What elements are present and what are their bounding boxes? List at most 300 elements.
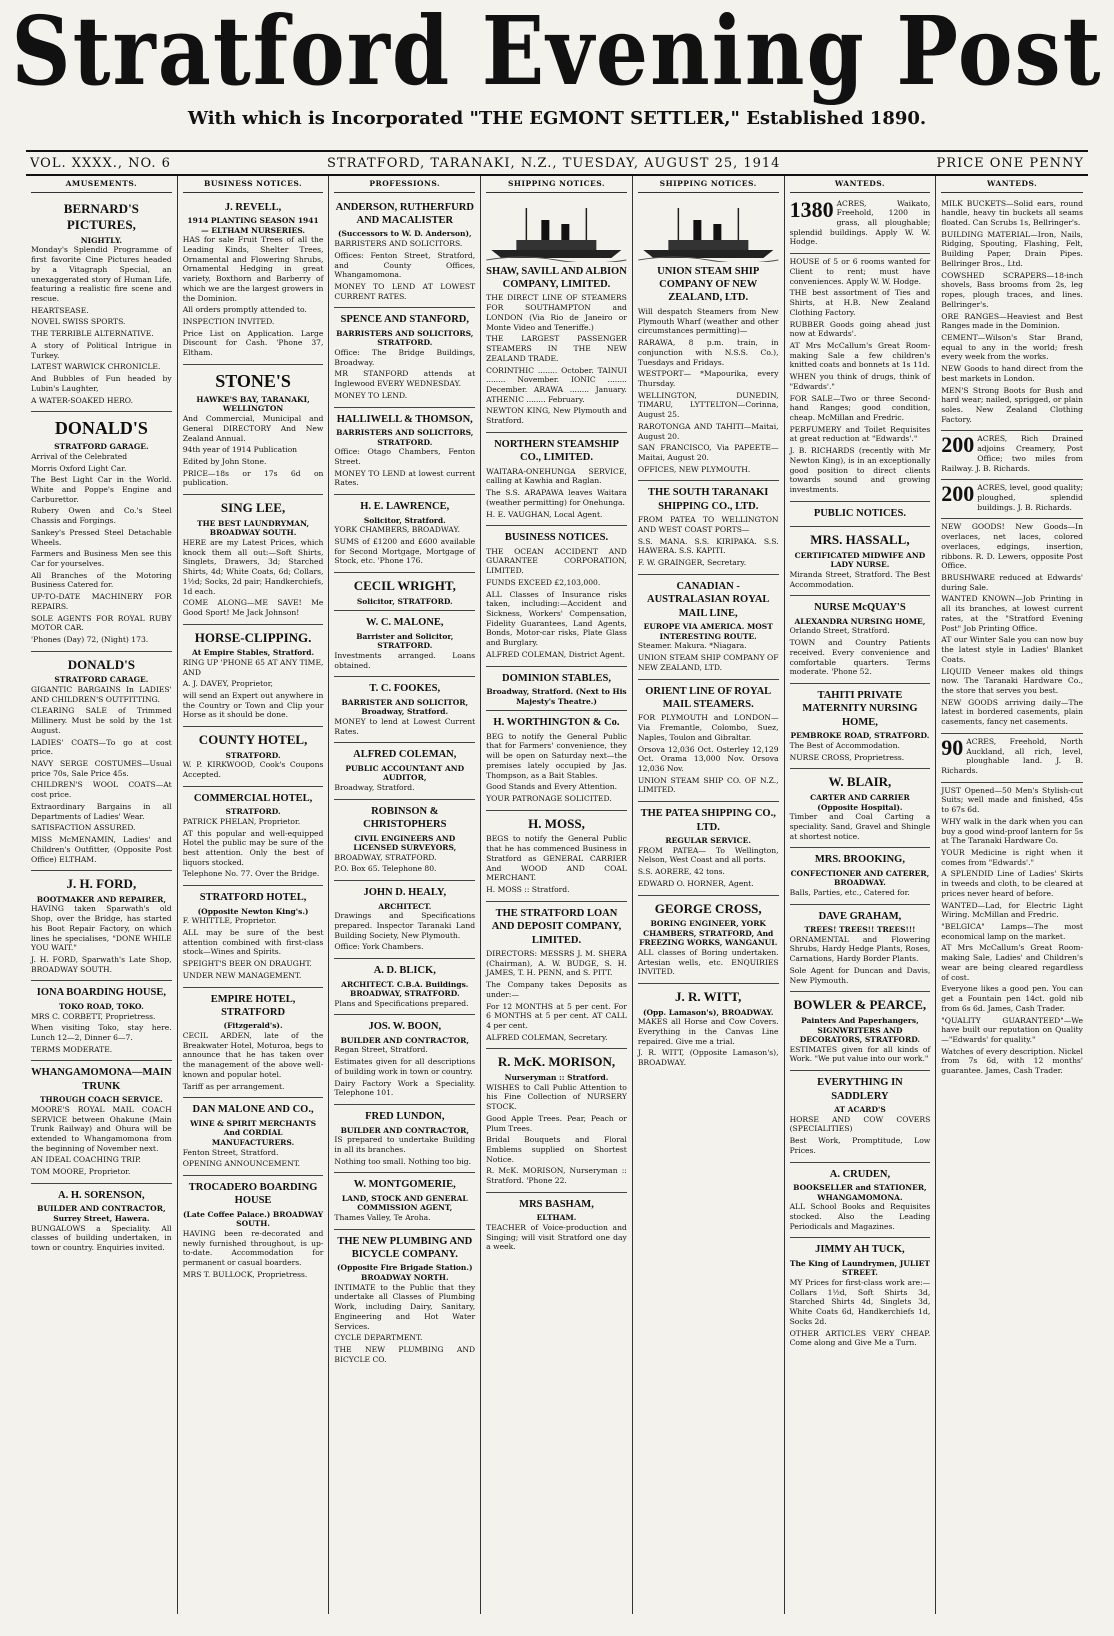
- ad-text: Arrival of the Celebrated: [31, 451, 128, 461]
- ad-text: HERE are my Latest Prices, which knock them all out:—Soft Shirts, Singlets, Drawers, 3d; Starched Shirts, 4d; White Coats, 6d; Collars, 1½d; Socks, 2d pair; Handkerchiefs, 1d each.: [182, 537, 324, 596]
- ad-title: DAVE GRAHAM,: [818, 910, 902, 922]
- advertisement: [334, 573, 475, 611]
- ad-text: BEGS to notify the General Public that he has commenced Business in Stratford as GENERAL CARRIER And WOOD AND COAL MERCHANT.: [486, 834, 627, 883]
- ad-title: THE PATEA SHIPPING CO., LTD.: [640, 808, 776, 833]
- advertisement: [31, 1061, 172, 1184]
- advertisement: [334, 1105, 475, 1173]
- ad-text: ALL classes of Boring undertaken. Artesian wells, etc. ENQUIRIES INVITED.: [637, 947, 779, 977]
- ad-text: GIGANTIC BARGAINS In LADIES' AND CHILDREN'S OUTFITTING.: [31, 685, 172, 704]
- advertisement: [638, 802, 779, 895]
- advertisement: [183, 625, 324, 728]
- ad-subtitle: Solicitor, STRATFORD.: [356, 596, 453, 606]
- ad-title: ORIENT LINE OF ROYAL MAIL STEAMERS.: [645, 685, 772, 710]
- ad-text: S.S. AORERE, 42 tons.: [637, 867, 725, 877]
- ad-text: A story of Political Intrigue in Turkey.: [31, 340, 172, 360]
- ad-subtitle: Nurseryman :: Stratford.: [504, 1073, 609, 1083]
- ad-subtitle: Barrister and Solicitor, STRATFORD.: [356, 631, 454, 651]
- ad-text: Sankey's Pressed Steel Detachable Wheels.: [31, 527, 172, 547]
- ad-subtitle: BARRISTERS AND SOLICITORS, STRATFORD.: [336, 328, 474, 348]
- ad-subtitle: (Opp. Lamason's), BROADWAY.: [642, 1007, 774, 1017]
- advertisement: [486, 902, 627, 1050]
- advertisement: [638, 984, 779, 1074]
- ad-text: LADIES' COATS—To go at cost price.: [31, 737, 172, 757]
- newspaper-title: Stratford Evening Post: [11, 0, 1103, 107]
- ad-title: THE STRATFORD LOAN AND DEPOSIT COMPANY, LIMITED.: [491, 907, 622, 946]
- ad-text: AT our Winter Sale you can now buy the latest style in Ladies' Blanket Coats.: [941, 635, 1083, 664]
- ad-text: FUNDS EXCEED £2,103,000.: [486, 577, 601, 587]
- column-6: [785, 176, 937, 1614]
- column-heading: BUSINESS NOTICES.: [183, 176, 324, 193]
- advertisement: [334, 881, 475, 959]
- advertisement: [334, 800, 475, 882]
- ad-title: CANADIAN - AUSTRALASIAN ROYAL MAIL LINE,: [646, 580, 770, 619]
- advertisement: [183, 365, 324, 495]
- column-heading: AMUSEMENTS.: [31, 176, 172, 193]
- ad-subtitle: BUILDER AND CONTRACTOR, Surrey Street, Hawera.: [37, 1204, 166, 1223]
- advertisement: [183, 988, 324, 1099]
- ad-text: ALL School Books and Requisites stocked. Also the Leading Periodicals and Magazines.: [789, 1202, 931, 1231]
- ad-text: SOLE AGENTS FOR ROYAL RUBY MOTOR CAR.: [31, 613, 172, 633]
- ad-subtitle: EUROPE VIA AMERICA. MOST INTERESTING ROUTE.: [643, 622, 773, 641]
- ad-text: Timber and Coal Carting a speciality. Sand, Gravel and Shingle at shortest notice.: [789, 812, 931, 841]
- ad-subtitle: The King of Laundrymen, JULIET STREET.: [789, 1258, 930, 1278]
- ad-text: HAVING been re-decorated and newly furnished throughout, is up-to-date. Accommodation for permanent or casual boarders.: [182, 1229, 324, 1268]
- ad-text: WISHES to Call Public Attention to his Fine Collection of NURSERY STOCK.: [486, 1082, 627, 1112]
- ad-title: J. R. WITT,: [675, 989, 742, 1005]
- ad-subtitle: WINE & SPIRIT MERCHANTS And CORDIAL MANUFACTURERS.: [190, 1118, 317, 1147]
- advertisement: [486, 1049, 627, 1192]
- ad-title: CECIL WRIGHT,: [353, 578, 456, 593]
- advertisement: [486, 667, 627, 712]
- ad-subtitle: AT ACARD'S: [834, 1105, 886, 1115]
- ad-title: DAN MALONE AND CO.,: [192, 1104, 314, 1116]
- ad-text: ESTIMATES given for all kinds of Work. "We put value into our work.": [789, 1044, 931, 1064]
- ad-text: WHY walk in the dark when you can buy a good wind-proof lantern for 5s at The Taranaki Hardware Co.: [941, 816, 1083, 846]
- ad-text: CEMENT—Wilson's Star Brand, equal to any in the world; fresh every week from the works.: [941, 332, 1083, 362]
- ad-subtitle: ARCHITECT. C.B.A. Buildings. BROADWAY, STRATFORD.: [341, 979, 469, 999]
- advertisement: [941, 480, 1083, 519]
- advertisement: [790, 992, 931, 1071]
- ad-title: BUSINESS NOTICES.: [504, 532, 609, 544]
- ad-subtitle: BARRISTERS AND SOLICITORS, STRATFORD.: [336, 428, 474, 447]
- ad-text: MEN'S Strong Boots for Bush and hard wear; nailed, sprigged, or plain soles. New Zealand Clothing Factory.: [941, 385, 1083, 424]
- ad-text: MR STANFORD attends at Inglewood EVERY WEDNESDAY.: [334, 369, 476, 389]
- advertisement: [334, 495, 475, 573]
- ad-text: Miranda Street, Stratford. The Best Accommodation.: [789, 569, 931, 589]
- advertisement: [638, 896, 779, 985]
- ad-subtitle: ALEXANDRA NURSING HOME,: [794, 616, 926, 626]
- dateline: [26, 150, 1088, 176]
- ad-subtitle: BOOKSELLER and STATIONER, WHANGAMOMONA.: [793, 1182, 927, 1202]
- ad-text: Fenton Street, Stratford.: [182, 1147, 279, 1157]
- ad-text: 90 ACRES, Freehold, North Auckland, all rich, level, ploughable land. J. B. Richards.: [941, 734, 1083, 775]
- ad-subtitle: HAWKE'S BAY, TARANAKI, WELLINGTON: [196, 394, 310, 414]
- ad-subtitle: THROUGH COACH SERVICE.: [39, 1095, 163, 1105]
- ad-text: A. J. DAVEY, Proprietor,: [182, 679, 273, 689]
- ad-title: MRS. HASSALL,: [810, 532, 910, 548]
- steamship-illustration: [486, 202, 627, 262]
- ad-text: NURSE CROSS, Proprietress.: [789, 752, 905, 762]
- ad-text: MONEY TO LEND at lowest current Rates.: [334, 468, 476, 488]
- ad-text: Office: The Bridge Buildings, Broadway.: [334, 348, 476, 367]
- ad-title: SHAW, SAVILL AND ALBION COMPANY, LIMITED.: [486, 265, 627, 291]
- ad-subtitle: STRATFORD GARAGE.: [54, 442, 149, 452]
- advertisement: [183, 1098, 324, 1176]
- ad-text: The S.S. ARAPAWA leaves Waitara (weather permitting) for Onehunga.: [486, 488, 627, 507]
- ad-title: W. BLAIR,: [828, 774, 892, 790]
- ad-text: NEW GOODS arriving daily—The latest in bordered casements, plain casements, fancy net casements.: [941, 697, 1083, 727]
- ad-text: DIRECTORS: MESSRS J. M. SHERA (Chairman), A. W. BUDGE, S. H. JAMES, T. H. PENN, and S. PITT.: [486, 948, 627, 978]
- ad-text: Offices: Fenton Street, Stratford, and County Offices, Whangamomona.: [334, 250, 476, 280]
- ad-title: STONE'S: [215, 370, 291, 391]
- ad-text: WANTED KNOWN—Job Printing in all its branches, at lowest current rates, at the "Stratford Evening Post" Job Printing Office.: [941, 594, 1083, 633]
- ad-text: S.S. MANA. S.S. KIRIPAKA. S.S. HAWERA. S.S. KAPITI.: [637, 536, 779, 556]
- ad-text: WHEN you think of drugs, think of "Edwards'.": [789, 372, 931, 391]
- ad-title: DONALD'S: [54, 418, 148, 439]
- ad-text: H. E. VAUGHAN, Local Agent.: [486, 509, 603, 519]
- ad-subtitle: ARCHITECT.: [378, 901, 432, 911]
- ad-title: TAHITI PRIVATE MATERNITY NURSING HOME,: [802, 690, 918, 728]
- advertisement: [638, 680, 779, 803]
- ad-text: UP-TO-DATE MACHINERY FOR REPAIRS.: [31, 592, 172, 611]
- ad-title: FRED LUNDON,: [365, 1111, 445, 1123]
- advertisement: [486, 811, 627, 902]
- ad-title: NURSE McQUAY'S: [814, 602, 906, 614]
- column-heading: WANTEDS.: [790, 176, 931, 193]
- advertisement: [31, 871, 172, 981]
- ad-subtitle: (Opposite Newton King's.): [197, 906, 309, 916]
- ad-text: Best Work, Promptitude, Low Prices.: [789, 1136, 931, 1155]
- ad-text: LIQUID Veneer makes old things now. The Taranaki Hardware Co., the store that serves you best.: [941, 666, 1083, 695]
- ad-text: J. H. FORD, Sparwath's Late Shop, BROADWAY SOUTH.: [31, 955, 172, 974]
- ad-subtitle: At Empire Stables, Stratford.: [192, 648, 315, 658]
- ad-text: MRS C. CORBETT, Proprietress.: [31, 1011, 156, 1021]
- columns-area: [26, 176, 1088, 1614]
- advertisement: [790, 254, 931, 502]
- ad-subtitle: STRATFORD.: [225, 750, 281, 760]
- ad-text: SPEIGHT'S BEER ON DRAUGHT.: [182, 959, 312, 969]
- ad-text: SAN FRANCISCO, Via PAPEETE—Maitai, August 20.: [637, 443, 779, 462]
- ad-text: Morris Oxford Light Car.: [31, 463, 127, 473]
- advertisement: [334, 1230, 475, 1371]
- ad-text: H. MOSS :: Stratford.: [486, 884, 570, 894]
- ad-text: MONEY to lend at Lowest Current Rates.: [334, 716, 476, 736]
- advertisement: [790, 684, 931, 769]
- advertisement: [31, 652, 172, 871]
- ad-text: Thames Valley, Te Aroha.: [334, 1212, 431, 1222]
- ad-number: 1380: [789, 196, 834, 222]
- ad-text: PATRICK PHELAN, Proprietor.: [182, 816, 301, 826]
- ad-text: YOUR Medicine is right when it comes from "Edwards'.": [941, 848, 1083, 867]
- ad-text: HAS for sale Fruit Trees of all the Leading Kinds, Shelter Trees, Ornamental and Flowering Shrubs, Ornamental Hedging in great variety, Boxthorn and Barberry of which we are the largest growers in the Dominion.: [182, 235, 324, 303]
- ad-text: "BELGICA" Lamps—The most economical lamp on the market.: [941, 922, 1083, 941]
- ad-text: 'Phones (Day) 72, (Night) 173.: [31, 635, 149, 645]
- ad-text: 200 ACRES, level, good quality; ploughed, splendid buildings. J. B. Richards.: [941, 481, 1083, 512]
- advertisement: [31, 412, 172, 652]
- ad-text: Edited by John Stone.: [182, 456, 267, 466]
- ad-title: BOWLER & PEARCE,: [793, 997, 927, 1013]
- ad-text: TOM MOORE, Proprietor.: [31, 1167, 131, 1177]
- volume-number: VOL. XXXX., NO. 6: [30, 155, 171, 171]
- ad-text: MILK BUCKETS—Solid ears, round handle, heavy tin buckets all seams floated. Can Scrubs 1s, Bellringer's.: [941, 198, 1083, 228]
- ad-text: SUMS of £1200 and £600 available for Second Mortgage, Mortgage of Stock, etc. 'Phone 176.: [334, 536, 476, 566]
- advertisement: [638, 196, 779, 482]
- ship-illustration: [638, 202, 779, 262]
- ad-text: Telephone No. 77. Over the Bridge.: [182, 869, 320, 879]
- ad-title: UNION STEAM SHIP COMPANY OF NEW ZEALAND, LTD.: [657, 265, 760, 304]
- column-heading: PROFESSIONS.: [334, 176, 475, 193]
- ad-text: BUNGALOWS a Speciality. All classes of building undertaken, in town or country. Enquiries invited.: [31, 1223, 172, 1252]
- advertisement: [941, 519, 1083, 733]
- ad-text: will send an Expert out anywhere in the Country or Town and Clip your Horse as it should be done.: [182, 691, 324, 720]
- ad-text: NAVY SERGE COSTUMES—Usual price 70s, Sale Price 45s.: [31, 759, 172, 778]
- ad-subtitle: ELTHAM.: [536, 1213, 577, 1223]
- ad-subtitle: BORING ENGINEER, YORK CHAMBERS, STRATFORD, And FREEZING WORKS, WANGANUI.: [639, 919, 778, 948]
- ad-title: JOS. W. BOON,: [368, 1021, 442, 1033]
- ad-subtitle: Solicitor, Stratford.: [363, 515, 446, 525]
- ad-text: All orders promptly attended to.: [182, 305, 307, 315]
- ad-text: Office: York Chambers.: [334, 942, 424, 952]
- ad-title: J. H. FORD,: [66, 876, 137, 892]
- advertisement: [790, 1238, 931, 1354]
- ad-subtitle: Broadway, Stratford. (Next to His Majesty's Theatre.): [486, 687, 627, 706]
- ad-text: Orlando Street, Stratford.: [789, 626, 890, 636]
- ad-text: FOR PLYMOUTH and LONDON—Via Fremantle, Colombo, Suez, Naples, Toulon and Gibraltar.: [637, 713, 779, 742]
- advertisement: [334, 1173, 475, 1229]
- ad-text: ORNAMENTAL and Flowering Shrubs, Hardy Hedge Plants, Roses, Carnations, Hardy Border Plants.: [789, 934, 931, 964]
- advertisement: [790, 596, 931, 684]
- ad-subtitle: LAND, STOCK AND GENERAL COMMISSION AGENT,: [341, 1193, 468, 1213]
- ad-text: INTIMATE to the Public that they undertake all Classes of Plumbing Work, including Dairy, Sanitary, Engineering and Hot Water Services.: [334, 1282, 476, 1331]
- ad-text: Nothing too small. Nothing too big.: [334, 1156, 472, 1166]
- ad-text: Monday's Splendid Programme of first favorite Cine Pictures headed by a Vitagraph Special, an unexaggerated story of Human Life, featuring a realistic fire scene and rescue.: [31, 245, 172, 304]
- ad-subtitle: (Successors to W. D. Anderson),: [337, 229, 472, 239]
- ad-text: MAKES all Horse and Cow Covers. Everything in the Canvas Line repaired. Give me a trial.: [637, 1017, 779, 1046]
- ad-text: CECIL ARDEN, late of the Breakwater Hotel, Moturoa, begs to announce that he has taken over the management of the above well-known and popular hotel.: [182, 1031, 324, 1079]
- ad-text: When visiting Toko, stay here. Lunch 12—2, Dinner 6—7.: [31, 1023, 172, 1042]
- ad-text: F. W. GRAINGER, Secretary.: [637, 558, 747, 568]
- ad-text: YOUR PATRONAGE SOLICITED.: [486, 794, 612, 803]
- ad-text: Balls, Parties, etc., Catered for.: [789, 887, 910, 897]
- ad-text: CHILDREN'S WOOL COATS—At cost price.: [31, 780, 172, 800]
- ad-title: HORSE-CLIPPING.: [194, 629, 312, 645]
- ad-text: OTHER ARTICLES VERY CHEAP. Come along and Give Me a Turn.: [789, 1328, 931, 1348]
- ad-text: Rubery Owen and Co.'s Steel Chassis and Forgings.: [31, 506, 172, 526]
- ad-text: J. R. WITT, (Opposite Lamason's), BROADWAY.: [637, 1048, 779, 1068]
- ad-text: UNION STEAM SHIP COMPANY OF NEW ZEALAND, LTD.: [637, 653, 779, 672]
- advertisement: [31, 981, 172, 1061]
- advertisement: [790, 1071, 931, 1162]
- ad-subtitle: BOOTMAKER AND REPAIRER,: [36, 894, 166, 904]
- advertisement: [941, 431, 1083, 480]
- ad-text: 1380 ACRES, Waikato, Freehold, 1200 in grass, all ploughable; splendid buildings. Apply W. W. Hodge.: [789, 196, 931, 247]
- ad-text: R. McK. MORISON, Nurseryman :: Stratford. 'Phone 22.: [486, 1166, 627, 1186]
- ad-text: Tariff as per arrangement.: [182, 1081, 285, 1091]
- ad-title: PUBLIC NOTICES.: [813, 507, 907, 519]
- ad-text: WELLINGTON, DUNEDIN, TIMARU, LYTTELTON—Corinna, August 25.: [637, 390, 779, 420]
- ad-text: COME ALONG—ME SAVE! Me Good Sport! Me Jack Johnson!: [182, 598, 324, 617]
- ad-number: 200: [941, 432, 975, 458]
- ad-text: "QUALITY GUARANTEED"—We have built our reputation on Quality—"Edwards' for quality.": [941, 1015, 1083, 1044]
- ad-text: Estimates given for all descriptions of building work in town or country.: [334, 1057, 476, 1076]
- ad-title: WHANGAMOMONA—MAIN TRUNK: [31, 1067, 172, 1092]
- ad-text: Orsova 12,036 Oct. Osterley 12,129 Oct. Orama 13,000 Nov. Orsova 12,036 Nov.: [637, 744, 779, 773]
- ad-text: NEWTON KING, New Plymouth and Stratford.: [486, 406, 627, 426]
- ad-text: Extraordinary Bargains in all Departments of Ladies' Wear.: [31, 801, 172, 821]
- ad-text: WAITARA-ONEHUNGA SERVICE, calling at Kawhia and Raglan.: [486, 466, 627, 486]
- ad-subtitle: BARRISTER AND SOLICITOR, Broadway, Stratford.: [341, 697, 469, 717]
- ad-text: TEACHER of Voice-production and Singing; will visit Stratford one day a week.: [486, 1222, 627, 1252]
- ad-text: Broadway, Stratford.: [334, 782, 415, 792]
- ad-text: Bridal Bouquets and Floral Emblems supplied on Shortest Notice.: [486, 1135, 627, 1164]
- masthead: [0, 0, 1114, 150]
- ad-text: YORK CHAMBERS, BROADWAY.: [334, 525, 460, 535]
- ad-title: MRS BASHAM,: [519, 1198, 594, 1210]
- advertisement: [183, 196, 324, 365]
- ad-text: W. P. KIRKWOOD, Cook's Coupons Accepted.: [182, 760, 324, 780]
- advertisement: [790, 196, 931, 255]
- ad-text: Drawings and Specifications prepared. Inspector Taranaki Land Building Society, New Plymouth.: [334, 911, 476, 940]
- column-heading: SHIPPING NOTICES.: [486, 176, 627, 193]
- ad-text: Regan Street, Stratford.: [334, 1045, 428, 1055]
- advertisement: [183, 1176, 324, 1286]
- ad-title: H. WORTHINGTON & Co.: [493, 717, 620, 729]
- ad-text: Good Stands and Every Attention.: [486, 782, 618, 792]
- ad-title: ANDERSON, RUTHERFURD AND MACALISTER: [335, 201, 474, 227]
- ad-title: IONA BOARDING HOUSE,: [36, 987, 166, 999]
- ad-subtitle: CONFECTIONER AND CATERER, BROADWAY.: [790, 868, 930, 888]
- ad-title: BERNARD'S PICTURES,: [63, 200, 139, 233]
- ad-title: GEORGE CROSS,: [654, 900, 762, 916]
- ad-subtitle: STRATFORD CARAGE.: [54, 675, 149, 685]
- ad-text: TOWN and Country Patients received. Every convenience and comfortable quarters. Terms moderate. 'Phone 52.: [789, 638, 931, 677]
- ad-text: BEG to notify the General Public that for Farmers' convenience, they will be open on Saturday next—the premises lately occupied by Jas. Thompson, as a Bait Stables.: [486, 731, 627, 780]
- ad-title: JIMMY AH TUCK,: [815, 1244, 905, 1256]
- ad-text: ALFRED COLEMAN, District Agent.: [486, 649, 626, 659]
- ad-text: HORSE AND COW COVERS (SPECIALITIES): [789, 1114, 931, 1134]
- ad-text: OPENING ANNOUNCEMENT.: [182, 1159, 301, 1169]
- column-5: [633, 176, 785, 1614]
- advertisement: [638, 481, 779, 574]
- ad-text: BARRISTERS AND SOLICITORS.: [334, 239, 463, 249]
- ad-title: A. CRUDEN,: [829, 1168, 891, 1180]
- ad-subtitle: TOKO ROAD, TOKO.: [58, 1001, 144, 1011]
- ad-text: THE TERRIBLE ALTERNATIVE.: [31, 329, 154, 339]
- ad-text: WESTPORT— *Mapourika, every Thursday.: [637, 369, 779, 388]
- advertisement: [790, 848, 931, 904]
- ad-text: F. WHITTLE, Proprietor.: [182, 916, 277, 926]
- place-and-date: STRATFORD, TARANAKI, N.Z., TUESDAY, AUGUST 25, 1914: [327, 155, 781, 171]
- ad-text: EDWARD O. HORNER, Agent.: [637, 878, 754, 888]
- ad-subtitle: (Late Coffee Palace.) BROADWAY SOUTH.: [183, 1209, 324, 1229]
- advertisement: [790, 1163, 931, 1239]
- ad-subtitle: TREES! TREES!! TREES!!!: [804, 925, 916, 935]
- ad-text: CLEARING SALE of Trimmed Millinery. Must be sold by the 1st August.: [31, 706, 172, 735]
- ad-text: UNDER NEW MANAGEMENT.: [182, 970, 302, 980]
- ad-text: HEARTSEASE.: [31, 305, 89, 315]
- ad-title: DOMINION STABLES,: [502, 672, 611, 684]
- advertisement: [334, 308, 475, 407]
- ad-text: RING UP 'PHONE 65 AT ANY TIME, AND: [182, 657, 324, 677]
- ad-subtitle: 1914 PLANTING SEASON 1941 — ELTHAM NURSERIES.: [187, 216, 319, 235]
- ad-text: NEW Goods to hand direct from the best markets in London.: [941, 364, 1083, 383]
- ad-text: FROM PATEA— To Wellington, Nelson, West Coast and all ports.: [637, 845, 779, 865]
- column-7: [936, 176, 1088, 1614]
- ad-subtitle: (Opposite Fire Brigade Station.) BROADWAY NORTH.: [337, 1263, 473, 1283]
- ad-text: THE OCEAN ACCIDENT AND GUARANTEE CORPORATION, LIMITED.: [486, 546, 627, 576]
- ad-text: Will despatch Steamers from New Plymouth Wharf (weather and other circumstances permitting)—: [637, 306, 779, 336]
- advertisement: [31, 196, 172, 413]
- ad-title: R. McK. MORISON,: [497, 1054, 616, 1070]
- ad-subtitle: (Fitzgerald's).: [223, 1021, 283, 1031]
- ad-text: NEW GOODS! New Goods—In overlaces, net laces, colored overlaces, edgings, insertion, ribbons. R. D. Lewers, opposite Post Office.: [941, 522, 1083, 571]
- ad-text: BROADWAY, STRATFORD.: [334, 852, 437, 862]
- ad-text: Plans and Specifications prepared.: [334, 998, 469, 1008]
- advertisement: [486, 711, 627, 810]
- ad-text: P.O. Box 65. Telephone 80.: [334, 864, 437, 874]
- ad-title: THE NEW PLUMBING AND BICYCLE COMPANY.: [337, 1235, 473, 1261]
- ad-title: A. D. BLICK,: [373, 965, 436, 977]
- ad-text: AT this popular and well-equipped Hotel the public may be sure of the best attention. Only the best of liquors stocked.: [182, 828, 324, 867]
- ad-text: MONEY TO LEND.: [334, 390, 408, 400]
- ad-subtitle: REGULAR SERVICE.: [665, 836, 751, 846]
- ad-text: Investments arranged. Loans obtained.: [334, 650, 476, 670]
- ad-text: MRS T. BULLOCK, Proprietress.: [182, 1269, 308, 1279]
- ad-text: The Best Light Car in the World. White and Poppe's Engine and Carburettor.: [31, 475, 172, 504]
- ad-text: FOR SALE—Two or three Second-hand Ranges; good condition, cheap. McMillan and Fredric.: [789, 393, 931, 422]
- ad-title: MRS. BROOKING,: [814, 854, 905, 866]
- advertisement: [790, 905, 931, 993]
- ad-title: SING LEE,: [220, 500, 286, 516]
- ad-text: THE best assortment of Ties and Shirts, at H.B. New Zealand Clothing Factory.: [789, 288, 931, 317]
- ad-text: ALL Classes of Insurance risks taken, including:—Accident and Sickness, Workers' Compensation, Fidelity Guarantees, Land Agents, Bonds, Motor-car risks, Plate Glass and Burglary.: [486, 589, 627, 648]
- advertisement: [486, 196, 627, 433]
- ship-illustration: [486, 202, 627, 262]
- advertisement: [486, 1193, 627, 1258]
- ad-text: MISS McMENAMIN, Ladies' and Children's Outfitter, (Opposite Post Office) ELTHAM.: [31, 835, 172, 864]
- column-heading: SHIPPING NOTICES.: [638, 176, 779, 193]
- advertisement: [334, 743, 475, 799]
- ad-title: ALFRED COLEMAN,: [353, 749, 457, 761]
- ad-text: A WATER-SOAKED HERO.: [31, 395, 133, 405]
- ad-text: The Best of Accommodation.: [789, 740, 900, 750]
- ad-title: W. C. MALONE,: [366, 617, 444, 629]
- advertisement: [334, 1015, 475, 1105]
- advertisement: [790, 527, 931, 596]
- column-heading: WANTEDS.: [941, 176, 1083, 193]
- column-4: [481, 176, 633, 1614]
- ad-text: RAROTONGA AND TAHITI—Maitai, August 20.: [637, 421, 779, 441]
- ad-title: NORTHERN STEAMSHIP CO., LIMITED.: [494, 438, 619, 464]
- ad-text: All Branches of the Motoring Business Catered for.: [31, 570, 172, 590]
- ad-text: 200 ACRES, Rich Drained adjoins Creamery, Post Office; two miles from Railway. J. B. Richards.: [941, 432, 1083, 473]
- advertisement: [334, 677, 475, 743]
- ad-text: CORINTHIC ........ October. TAINUI ........ November. IONIC ........ December. ARAWA ........ January. ATHENIC ........ February.: [486, 365, 627, 404]
- ad-text: THE DIRECT LINE OF STEAMERS FOR SOUTHAMPTON and LONDON (Via Rio de Janeiro or Monte Video and Teneriffe.): [486, 293, 627, 332]
- ad-title: SPENCE AND STANFORD,: [340, 314, 469, 326]
- ad-subtitle: STRATFORD.: [225, 807, 281, 817]
- ad-text: BRUSHWARE reduced at Edwards' during Sale.: [941, 573, 1083, 592]
- ad-text: Farmers and Business Men see this Car for yourselves.: [31, 549, 172, 569]
- ad-text: The Company takes Deposits as under:—: [486, 980, 627, 999]
- ad-title: HALLIWELL & THOMSON,: [336, 413, 473, 425]
- ad-text: A SPLENDID Line of Ladies' Skirts in tweeds and cloth, to be cleared at prices never heard of before.: [941, 869, 1083, 898]
- ad-number: 200: [941, 481, 975, 507]
- advertisement: [941, 783, 1083, 1082]
- advertisement: [183, 727, 324, 787]
- advertisement: [486, 526, 627, 666]
- ad-text: THE LARGEST PASSENGER STEAMERS IN THE NEW ZEALAND TRADE.: [486, 334, 627, 363]
